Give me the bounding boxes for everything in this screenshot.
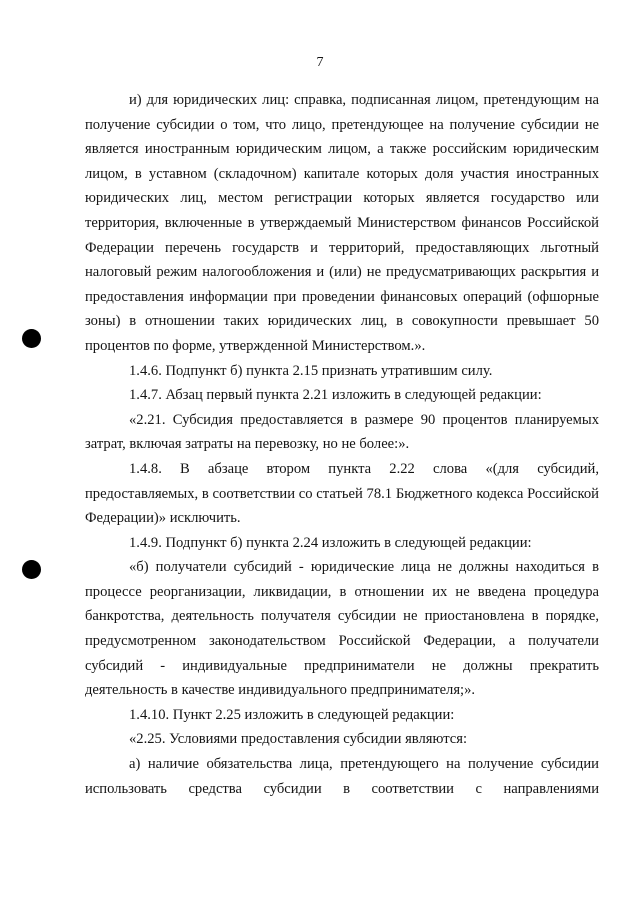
document-body bbox=[85, 88, 599, 801]
punch-hole-mark bbox=[22, 560, 41, 579]
paragraph-quote-2-21: «2.21. Субсидия предоставляется в размере 90 процентов планируемых затрат, включая затраты на перевозку, но не более:». bbox=[85, 411, 599, 453]
paragraph-item-a: а) наличие обязательства лица, претендующего на получение субсидии использовать средства субсидии в соответствии с направлениями bbox=[85, 756, 599, 797]
paragraph-1-4-7: 1.4.7. Абзац первый пункта 2.21 изложить в следующей редакции: bbox=[129, 387, 542, 404]
page-number: 7 bbox=[316, 55, 324, 70]
paragraph-1-4-6: 1.4.6. Подпункт б) пункта 2.15 признать утратившим силу. bbox=[129, 362, 493, 379]
paragraph-quote-b: «б) получатели субсидий - юридические лица не должны находиться в процессе реорганизации, ликвидации, в отношении их не введена процедура банкротства, деятельность получателя субсидии не приостановлена в порядке, предусмотренном законодательством Российской Федерации, а получатели субсидий - индивидуальные предприниматели не должны прекратить деятельность в качестве индивидуального предпринимателя;». bbox=[85, 559, 599, 699]
paragraph-quote-2-25: «2.25. Условиями предоставления субсидии являются: bbox=[129, 731, 468, 748]
paragraph-1-4-8: 1.4.8. В абзаце втором пункта 2.22 слова «(для субсидий, предоставляемых, в соответствии со статьей 78.1 Бюджетного кодекса Российской Федерации)» исключить. bbox=[85, 460, 599, 527]
paragraph-item-i: и) для юридических лиц: справка, подписанная лицом, претендующим на получение субсидии о том, что лицо, претендующее на получение субсидии не является иностранным юридическим лицом, а также российским юридическим лицом, в уставном (складочном) капитале которых доля участия иностранных юридических лиц, местом регистрации которых является государство или территория, включенные в утверждаемый Министерством финансов Российской Федерации перечень государств и территорий, предоставляющих льготный налоговый режим налогообложения и (или) не предусматривающих раскрытия и предоставления информации при проведении финансовых операций (офшорные зоны) в отношении таких юридических лиц, в совокупности превышает 50 процентов по форме, утвержденной Министерством.». bbox=[85, 92, 599, 354]
paragraph-1-4-9: 1.4.9. Подпункт б) пункта 2.24 изложить в следующей редакции: bbox=[129, 534, 532, 551]
paragraph-1-4-10: 1.4.10. Пункт 2.25 изложить в следующей редакции: bbox=[129, 706, 455, 723]
punch-hole-mark bbox=[22, 329, 41, 348]
